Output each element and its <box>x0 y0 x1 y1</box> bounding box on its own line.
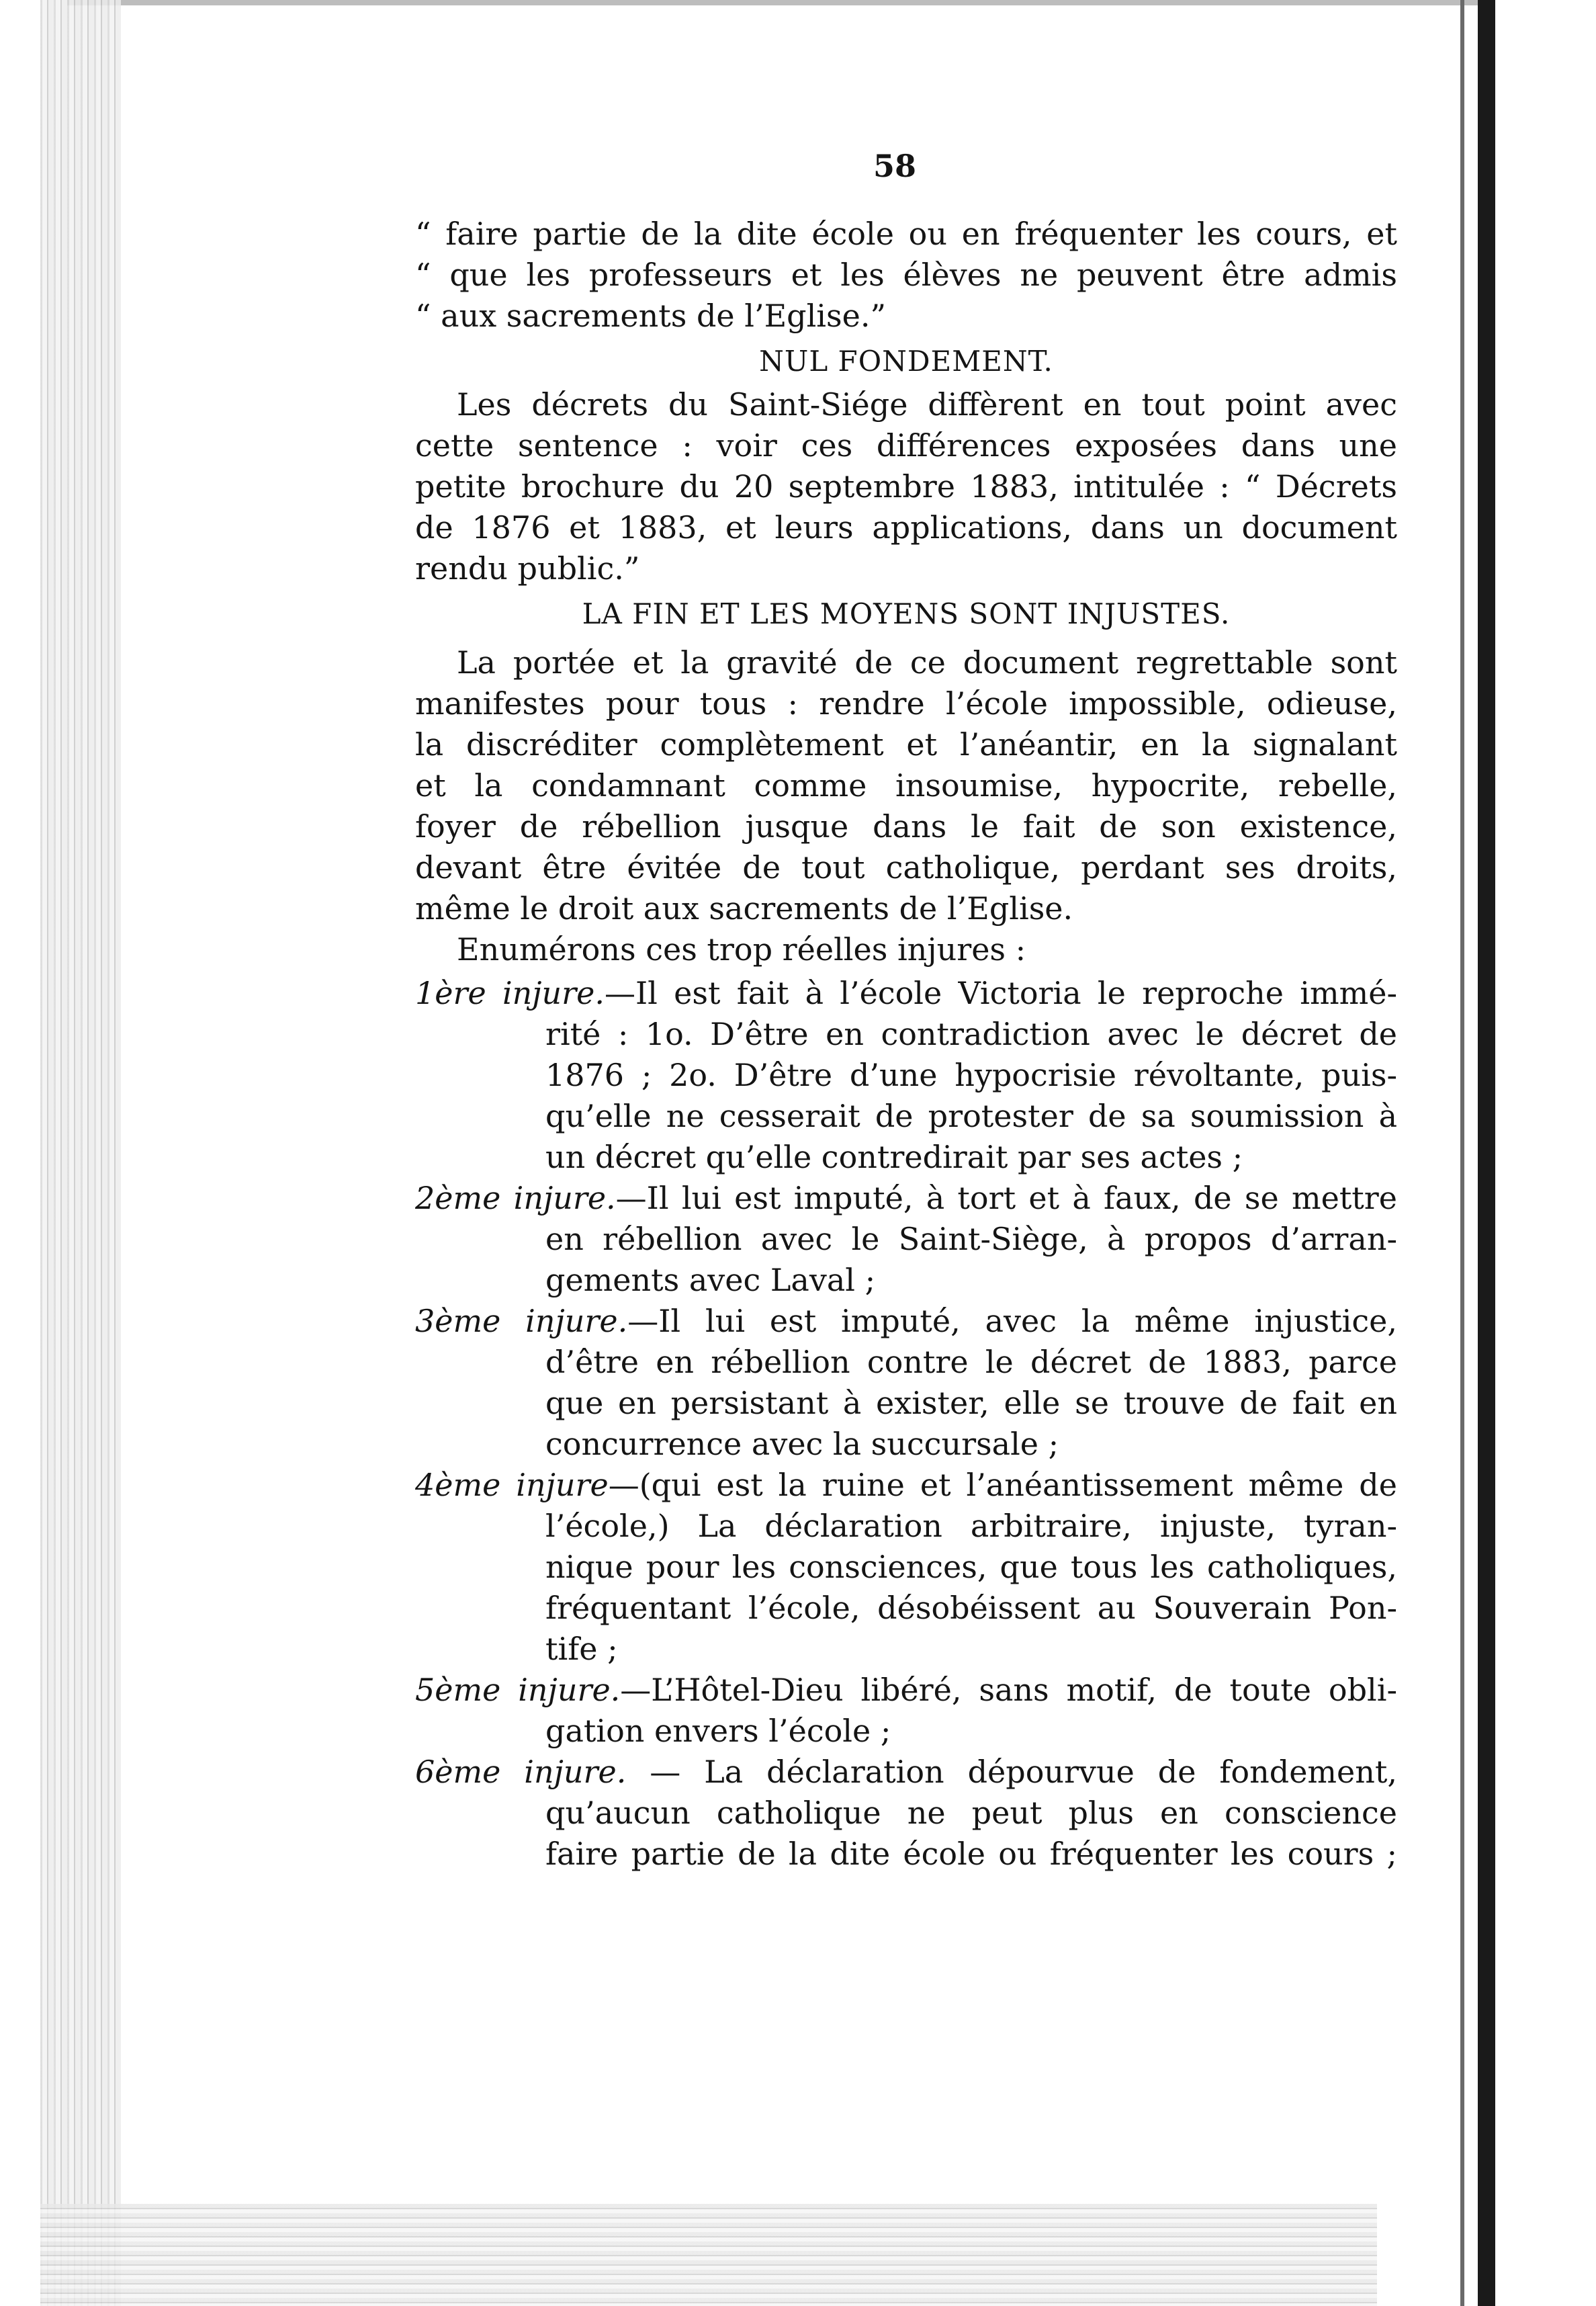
list-item-first-line <box>415 973 1397 1014</box>
list-item-line: qu’aucun catholique ne peut plus en conscience <box>545 1795 1397 1831</box>
paragraph <box>415 384 1397 589</box>
injure-text: —(qui est la ruine et l’anéantissement même de <box>608 1467 1397 1503</box>
page-margin-right <box>1495 0 1596 2306</box>
injure-label: 1ère injure. <box>415 975 605 1011</box>
paragraph-line: devant être évitée de tout catholique, perdant ses droits, <box>415 849 1397 886</box>
quote-line: “ aux sacrements de l’Eglise.” <box>415 298 886 334</box>
binding-shadow <box>1460 0 1464 2306</box>
paragraph-line: de 1876 et 1883, et leurs applications, dans un document <box>415 509 1397 546</box>
list-item-line: rité : 1o. D’être en contradiction avec le décret de <box>545 1016 1397 1052</box>
list-item-line: d’être en rébellion contre le décret de 1883, parce <box>545 1344 1397 1380</box>
section-heading: LA FIN ET LES MOYENS SONT INJUSTES. <box>582 597 1231 630</box>
paragraph <box>415 642 1397 929</box>
quote-line: “ que les professeurs et les élèves ne peuvent être admis <box>415 257 1397 293</box>
quote-line: “ faire partie de la dite école ou en fréquenter les cours, et <box>415 216 1397 252</box>
injures-list <box>415 973 1397 1875</box>
list-item-line: nique pour les consciences, que tous les catholiques, <box>545 1549 1397 1585</box>
list-item <box>415 973 1397 1178</box>
stacked-page-edges <box>40 0 121 2306</box>
injure-label: 2ème injure. <box>415 1180 616 1216</box>
paragraph-line: même le droit aux sacrements de l’Eglise. <box>415 890 1073 927</box>
list-item <box>415 1752 1397 1875</box>
injure-text: — La déclaration dépourvue de fondement, <box>626 1754 1397 1790</box>
page-body <box>415 214 1397 1875</box>
paragraph-line: Les décrets du Saint-Siége diffèrent en tout point avec <box>457 386 1397 423</box>
list-item-line: qu’elle ne cesserait de protester de sa soumission à <box>545 1098 1397 1134</box>
injure-label: 3ème injure. <box>415 1303 628 1339</box>
paragraph-line: et la condamnant comme insoumise, hypocrite, rebelle, <box>415 767 1397 804</box>
list-item-line: gements avec Laval ; <box>545 1262 876 1298</box>
paragraph-line: Enumérons ces trop réelles injures : <box>457 931 1026 968</box>
list-item-line: fréquentant l’école, désobéissent au Souverain Pon- <box>545 1590 1397 1626</box>
injure-label: 4ème injure <box>415 1467 609 1503</box>
list-item-line: un décret qu’elle contredirait par ses actes ; <box>545 1139 1243 1175</box>
list-item-first-line <box>415 1465 1397 1506</box>
section-heading: NUL FONDEMENT. <box>759 345 1053 378</box>
injure-label: 6ème injure. <box>415 1754 627 1790</box>
paragraph-line: foyer de rébellion jusque dans le fait de son existence, <box>415 808 1397 845</box>
injure-label: 5ème injure. <box>415 1672 621 1708</box>
list-item-first-line <box>415 1178 1397 1219</box>
list-item <box>415 1465 1397 1670</box>
stacked-page-edges-bottom <box>40 2204 1377 2306</box>
binding-gutter <box>1478 0 1495 2306</box>
list-item-line: faire partie de la dite école ou fréquenter les cours ; <box>545 1836 1397 1872</box>
list-item-line: l’école,) La déclaration arbitraire, injuste, tyran- <box>545 1508 1397 1544</box>
list-item <box>415 1301 1397 1465</box>
list-item-first-line <box>415 1752 1397 1793</box>
list-item <box>415 1178 1397 1301</box>
list-item-line: que en persistant à exister, elle se trouve de fait en <box>545 1385 1397 1421</box>
paragraph-line: rendu public.” <box>415 550 640 587</box>
list-item-first-line <box>415 1670 1397 1711</box>
paragraph-line: manifestes pour tous : rendre l’école impossible, odieuse, <box>415 685 1397 722</box>
injure-text: —L’Hôtel-Dieu libéré, sans motif, de toute obli- <box>620 1672 1397 1708</box>
list-item <box>415 1670 1397 1752</box>
injure-text: —Il lui est imputé, à tort et à faux, de se mettre <box>615 1180 1397 1216</box>
paragraph-line: la discréditer complètement et l’anéantir, en la signalant <box>415 726 1397 763</box>
list-item-line: tife ; <box>545 1631 618 1667</box>
page-number: 58 <box>873 148 917 184</box>
injure-text: —Il lui est imputé, avec la même injustice, <box>627 1303 1397 1339</box>
page-edge-top <box>67 0 1498 5</box>
list-item-line: concurrence avec la succursale ; <box>545 1426 1059 1462</box>
list-item-line: gation envers l’école ; <box>545 1713 891 1749</box>
injure-text: —Il est fait à l’école Victoria le reproche immé- <box>605 975 1397 1011</box>
list-item-first-line <box>415 1301 1397 1342</box>
paragraph-line: petite brochure du 20 septembre 1883, intitulée : “ Décrets <box>415 468 1397 505</box>
list-item-line: 1876 ; 2o. D’être d’une hypocrisie révoltante, puis- <box>545 1057 1397 1093</box>
paragraph-line: La portée et la gravité de ce document regrettable sont <box>457 644 1397 681</box>
quote-block <box>415 214 1397 337</box>
list-item-line: en rébellion avec le Saint-Siège, à propos d’arran- <box>545 1221 1397 1257</box>
paragraph-line: cette sentence : voir ces différences exposées dans une <box>415 427 1397 464</box>
